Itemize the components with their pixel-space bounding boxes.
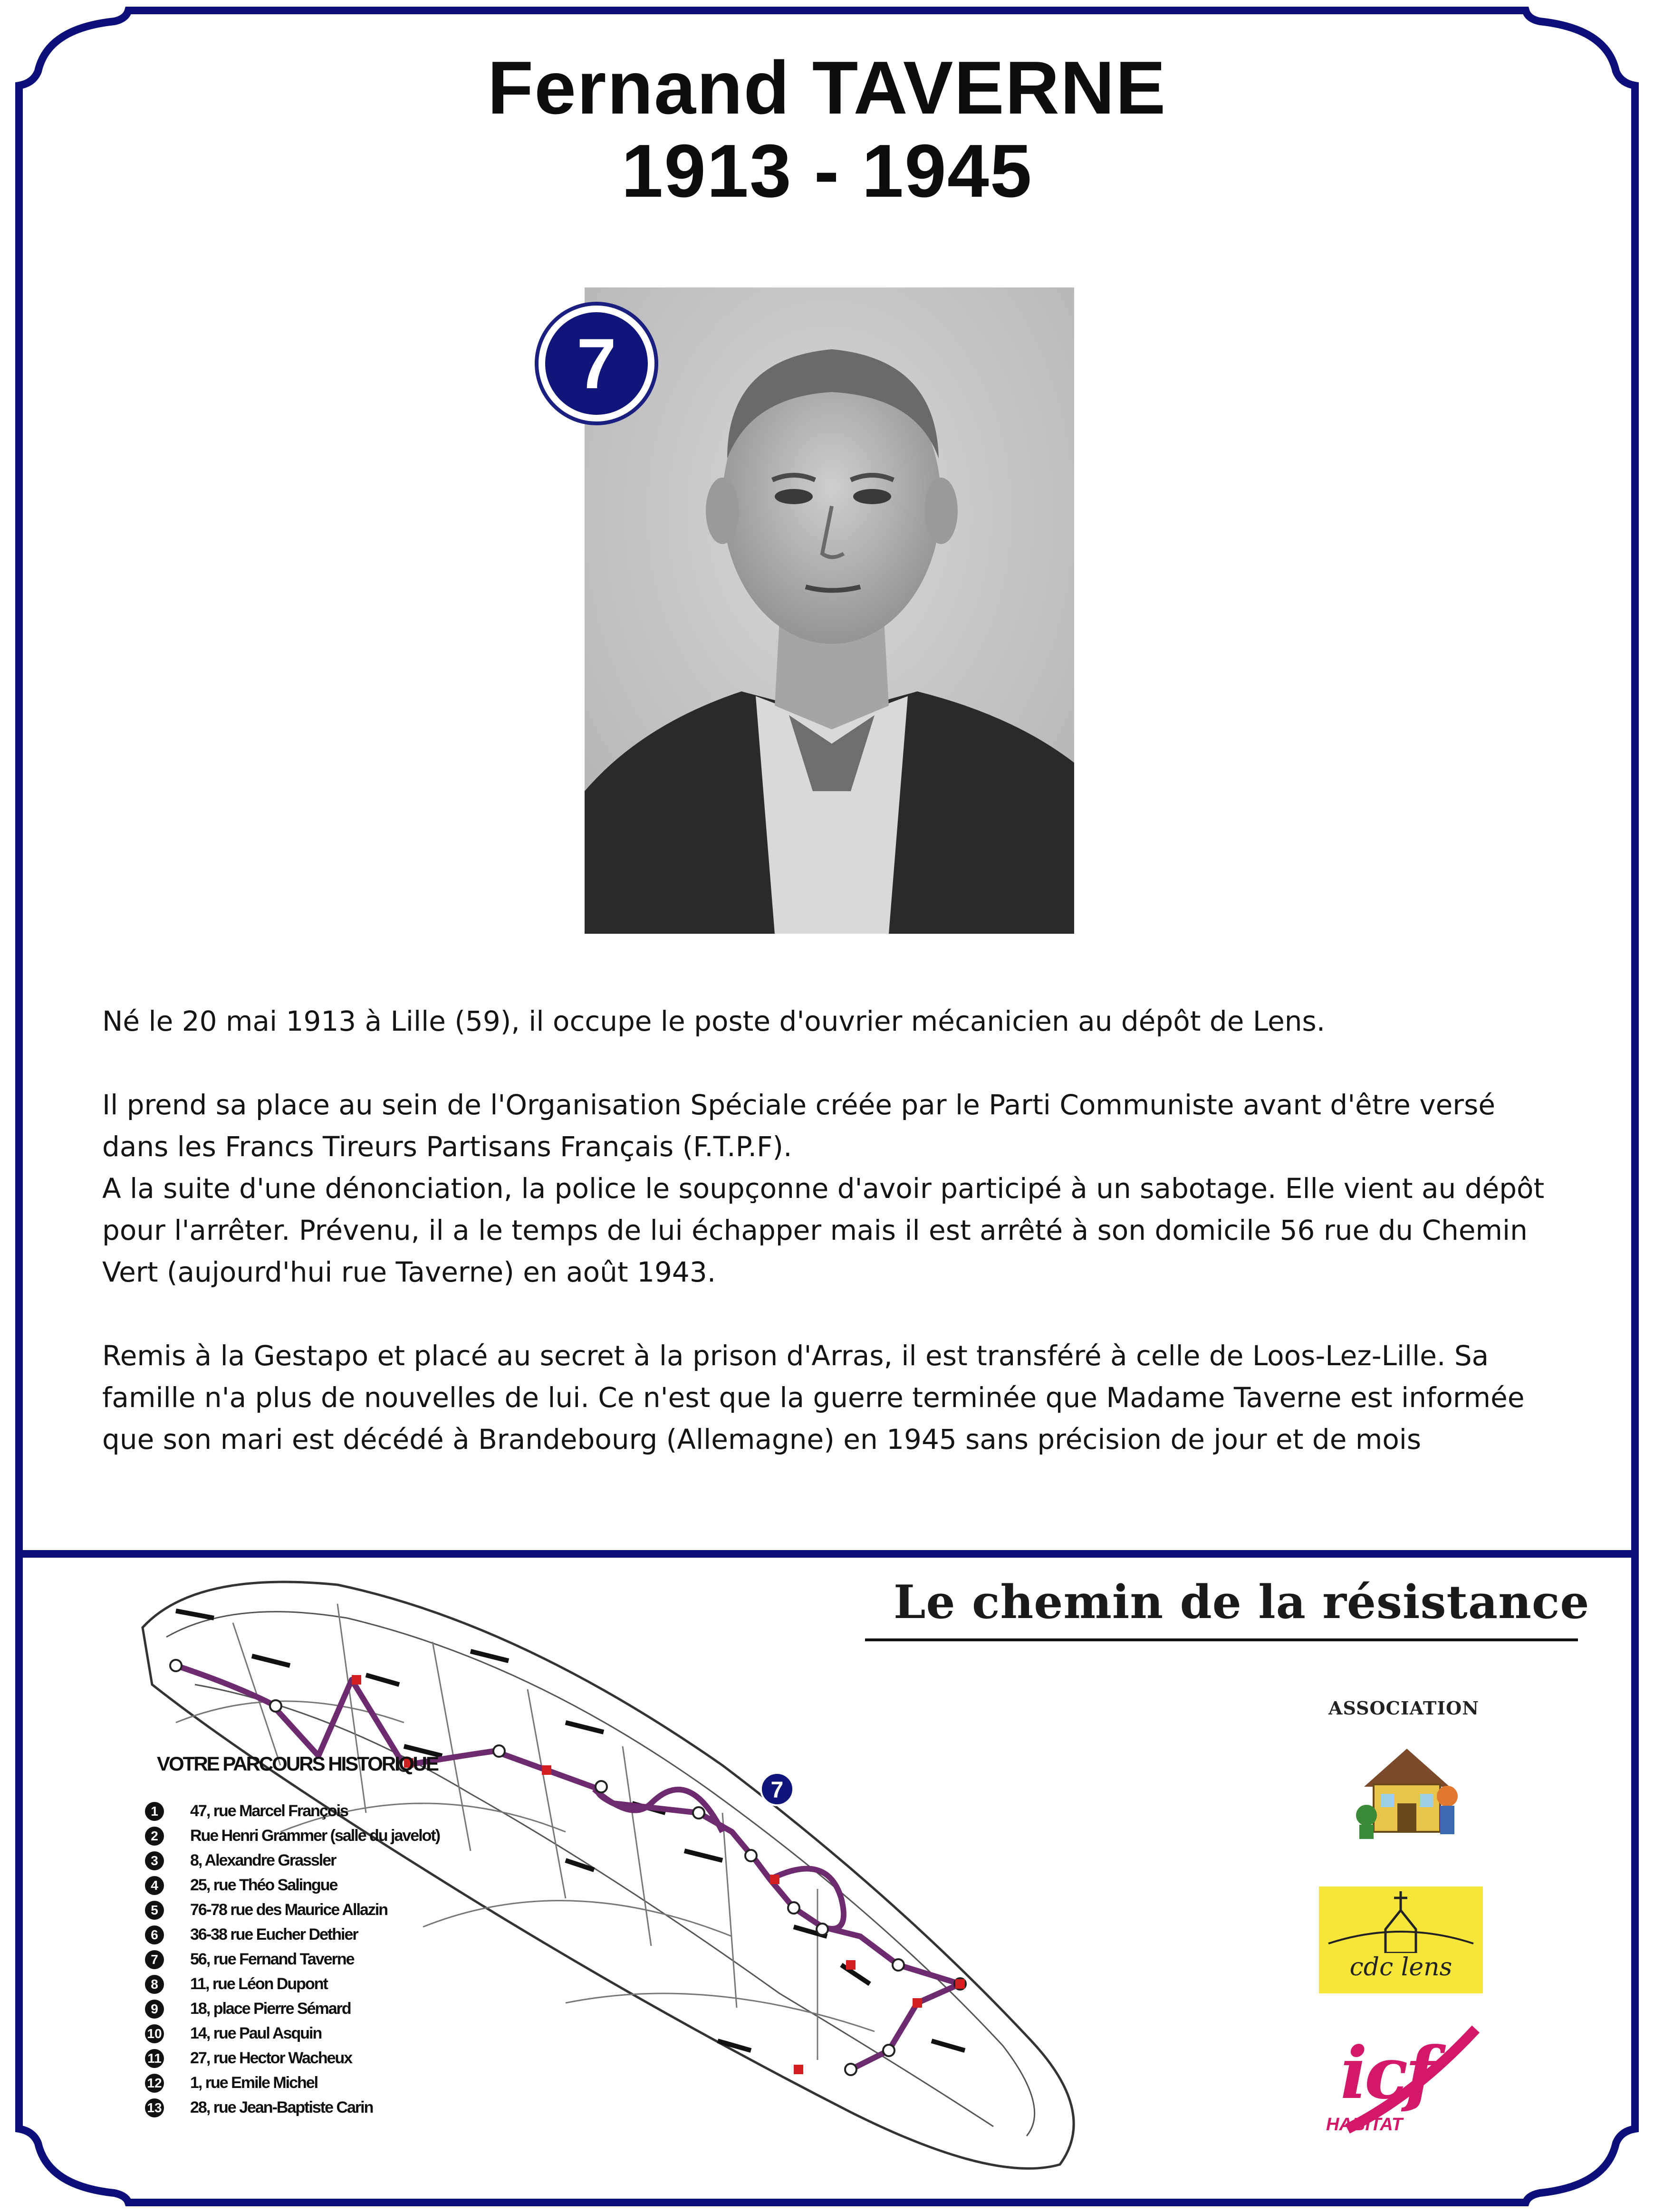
legend-item-label: 14, rue Paul Asquin xyxy=(190,2024,322,2042)
legend-item-number: 8 xyxy=(145,1975,164,1994)
legend-item-label: 8, Alexandre Grassler xyxy=(190,1851,336,1869)
legend-item-label: 25, rue Théo Salingue xyxy=(190,1876,337,1894)
church-icon xyxy=(1319,1886,1483,1953)
legend-item-number: 2 xyxy=(145,1827,164,1846)
cdc-lens-logo xyxy=(1319,1886,1483,1993)
bio-paragraph-1: Né le 20 mai 1913 à Lille (59), il occupe le poste d'ouvrier mécanicien au dépôt de Lens. xyxy=(102,1005,1326,1037)
legend-item-number: 1 xyxy=(145,1802,164,1821)
route-title-underline xyxy=(865,1638,1578,1641)
legend-item-label: 18, place Pierre Sémard xyxy=(190,2000,351,2018)
association-label: ASSOCIATION xyxy=(1328,1697,1479,1719)
legend-item-label: 11, rue Léon Dupont xyxy=(190,1975,327,1993)
legend-item-number: 12 xyxy=(145,2074,164,2093)
life-years: 1913 - 1945 xyxy=(621,129,1033,213)
person-name: Fernand TAVERNE xyxy=(487,46,1167,130)
legend-item-label: 28, rue Jean-Baptiste Carin xyxy=(190,2098,373,2116)
association-logo-icon xyxy=(1345,1725,1469,1848)
legend-item-label: Rue Henri Grammer (salle du javelot) xyxy=(190,1827,440,1845)
legend-item-number: 13 xyxy=(145,2098,164,2117)
bio-paragraph-3: Remis à la Gestapo et placé au secret à la prison d'Arras, il est transféré à celle de Loos-Lez-Lille. Sa famille n'a plus de nouvelles de lui. Ce n'est que la guerre terminée que Madame Taverne est informée que son mari est décédé à Brandebourg (Allemagne) en 1945 sans précision de jour et de mois xyxy=(102,1340,1525,1456)
legend-item-number: 4 xyxy=(145,1876,164,1895)
bio-paragraph-2a: Il prend sa place au sein de l'Organisation Spéciale créée par le Parti Communiste avant d'être versé dans les Francs Tireurs Partisans Français (F.T.P.F). xyxy=(102,1089,1496,1163)
stop-number-badge xyxy=(535,302,658,425)
legend-item-label: 47, rue Marcel François xyxy=(190,1802,348,1820)
biography-text xyxy=(102,1000,1557,1502)
map-marker-label: 7 xyxy=(770,1778,784,1803)
legend-item-label: 76-78 rue des Maurice Allazin xyxy=(190,1901,388,1919)
legend-title: VOTRE PARCOURS HISTORIQUE xyxy=(157,1752,438,1775)
legend-item-number: 3 xyxy=(145,1851,164,1870)
portrait-photo xyxy=(585,287,1074,934)
legend-item-label: 1, rue Emile Michel xyxy=(190,2074,318,2092)
route-title: Le chemin de la résistance xyxy=(894,1575,1590,1629)
legend-item-label: 56, rue Fernand Taverne xyxy=(190,1950,354,1968)
legend-item-label: 27, rue Hector Wacheux xyxy=(190,2049,352,2067)
legend-item-number: 9 xyxy=(145,2000,164,2019)
legend-item-number: 6 xyxy=(145,1925,164,1944)
stop-number: 7 xyxy=(545,312,648,415)
legend-item-number: 5 xyxy=(145,1901,164,1920)
icf-text: icf xyxy=(1340,2031,1433,2115)
legend-item-number: 11 xyxy=(145,2049,164,2068)
cdc-lens-text: cdc lens xyxy=(1349,1953,1452,1982)
bio-paragraph-2b: A la suite d'une dénonciation, la police le soupçonne d'avoir participé à un sabotage. Elle vient au dépôt pour l'arrêter. Prévenu, il a le temps de lui échapper mais il est arrêté à son domicile 56 rue du Chemin Vert (aujourd'hui rue Taverne) en août 1943. xyxy=(102,1172,1545,1288)
section-divider xyxy=(19,1550,1635,1558)
legend-item-number: 7 xyxy=(145,1950,164,1969)
habitat-text: HABITAT xyxy=(1326,2115,1403,2135)
legend-item-number: 10 xyxy=(145,2024,164,2043)
legend-item-label: 36-38 rue Eucher Dethier xyxy=(190,1925,358,1944)
